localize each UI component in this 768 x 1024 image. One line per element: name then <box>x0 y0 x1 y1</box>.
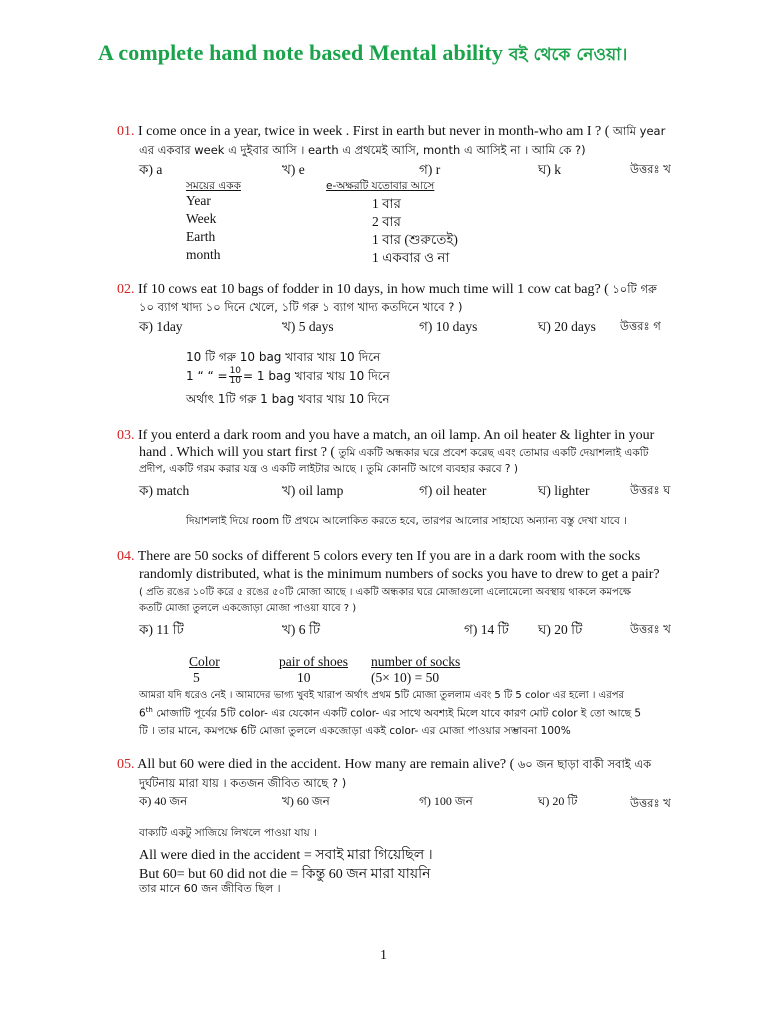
q4-table-color: 5 <box>193 670 200 685</box>
q4-answer: উত্তরঃ খ <box>630 622 671 636</box>
q1-row-count: 1 বার <box>372 196 401 211</box>
question-04-line2: randomly distributed, what is the minimum numbers of socks you have to drew to get a pair? <box>139 567 660 582</box>
q1-table-head-unit: সময়ের একক <box>186 180 241 192</box>
q3-explanation: দিয়াশলাই দিয়ে room টি প্রথমে আলোকিত করতে হবে, তারপর আলোর সাহায্যে অন্যান্য বস্তু দেখা যাবে । <box>186 515 627 527</box>
q1-row-unit: month <box>186 247 221 262</box>
question-04-line3: ( প্রতি রঙের ১০টি করে ৫ রঙের ৫০টি মোজা আছে । একটি অন্ধকার ঘরে মোজাগুলো এলোমেলো অবস্থায় থাকলে কমপক্ষে <box>139 587 631 598</box>
q4-explanation-1: আমরা যদি ধরেও নেই । আমাদের ভাগ্য খুবই খারাপ অর্থাৎ প্রথম 5টি মোজা তুললাম এবং 5 টি 5 color এর হলো । এরপর <box>139 690 624 701</box>
q5-option-d: ঘ) 20 টি <box>538 794 578 808</box>
fraction: $\frac{10}{10}$ <box>229 366 242 386</box>
q4-table-head-pairs: pair of shoes <box>279 654 348 669</box>
q5-explanation-2: All were died in the accident = সবাই মারা গিয়েছিল । <box>139 848 433 863</box>
q3-option-a: ক) match <box>139 483 190 498</box>
q1-row-unit: Week <box>186 211 217 226</box>
q1-answer: উত্তরঃ খ <box>630 162 671 176</box>
q4-table-head-socks: number of socks <box>371 654 461 669</box>
question-number: 02. <box>117 282 135 297</box>
q1-row-unit: Earth <box>186 229 216 244</box>
q3-answer: উত্তরঃ ঘ <box>630 483 671 497</box>
q5-explanation-1: বাক্যটি একটু সাজিয়ে লিখলে পাওয়া যায় । <box>139 827 317 839</box>
q2-answer: উত্তরঃ গ <box>620 319 661 333</box>
q4-explanation-2: 6th মোজাটি পূর্বের 5টি color- এর যেকোন একটি color- এর সাথে অবশ্যই মিলে যাবে কারণ মোট color ই তো আছে 5 <box>139 706 642 720</box>
question-05-line2: দুর্ঘটনায় মারা যায় । কতজন জীবিত আছে ? ) <box>139 776 347 790</box>
q1-row-unit: Year <box>186 193 211 208</box>
q2-option-a: ক) 1day <box>139 319 183 334</box>
question-04-line4: কতটি মোজা তুললে একজোড়া মোজা পাওয়া যাবে ? ) <box>139 603 357 614</box>
question-03-line3: প্রদীপ, একটি গরম করার যন্ত্র ও একটি লাইটার আছে । তুমি কোনটি আগে ব্যবহার করবে ? ) <box>139 463 518 475</box>
q4-explanation-3: টি । তার মানে, কমপক্ষে 6টি মোজা তুললে একজোড়া একই color- এর মোজা পাওয়ার সম্ভাবনা 100% <box>139 725 571 737</box>
q5-answer: উত্তরঃ খ <box>630 796 671 810</box>
q5-option-b: খ) 60 জন <box>282 794 330 808</box>
question-01-line1: 01. I come once in a year, twice in week . First in earth but never in month-who am I ? ( আমি year <box>117 124 666 139</box>
q4-option-b: খ) 6 টি <box>282 622 321 637</box>
q2-option-c: গ) 10 days <box>419 319 478 334</box>
q1-row-count: 1 একবার ও না <box>372 250 450 265</box>
question-03-line2: hand . Which will you start first ? ( তুমি একটি অন্ধকার ঘরে প্রবেশ করেছ এবং তোমার একটি দেয়াশলাই একটি <box>139 445 649 460</box>
q4-table-socks: (5× 10) = 50 <box>371 670 440 685</box>
question-01-line2: এর একবার week এ দুইবার আসি । earth এ প্রথমেই আসি, month এ আসিই না । আমি কে ?) <box>139 143 586 157</box>
q1-option-d: ঘ) k <box>538 162 561 177</box>
q4-option-a: ক) 11 টি <box>139 622 184 637</box>
q2-work-2: 1 “ “ = $\frac{10}{10}$ = 1 bag খাবার খায় 10 দিনে <box>186 366 390 386</box>
q3-option-d: ঘ) lighter <box>538 483 590 498</box>
q2-work-1: 10 টি গরু 10 bag খাবার খায় 10 দিনে <box>186 350 381 364</box>
question-03-line1: 03. If you enterd a dark room and you have a match, an oil lamp. An oil heater & lighter in your <box>117 428 655 443</box>
q2-option-d: ঘ) 20 days <box>538 319 596 334</box>
q1-table-head-count: e-অক্ষরটি যতোবার আসে <box>326 180 435 192</box>
q2-work-3: অর্থাৎ 1টি গরু 1 bag খবার খায় 10 দিনে <box>186 392 390 406</box>
q4-table-pairs: 10 <box>297 670 311 685</box>
q4-table-head-color: Color <box>189 654 220 669</box>
question-02-line2: ১০ ব্যাগ খাদ্য ১০ দিনে খেলে, ১টি গরু ১ ব্যাগ খাদ্য কতদিনে খাবে ? ) <box>139 300 463 314</box>
question-number: 05. <box>117 757 135 772</box>
question-05-line1: 05. All but 60 were died in the accident. How many are remain alive? ( ৬০ জন ছাড়া বাকী সবাই এক <box>117 757 652 772</box>
page-number: 1 <box>380 948 387 963</box>
q4-option-d: ঘ) 20 টি <box>538 622 583 637</box>
q1-option-a: ক) a <box>139 162 163 177</box>
q2-option-b: খ) 5 days <box>282 319 334 334</box>
q1-row-count: 2 বার <box>372 214 401 229</box>
q5-option-c: গ) 100 জন <box>419 794 473 808</box>
q1-row-count: 1 বার (শুরুতেই) <box>372 232 458 247</box>
question-number: 01. <box>117 124 135 139</box>
question-number: 04. <box>117 549 135 564</box>
question-02-line1: 02. If 10 cows eat 10 bags of fodder in 10 days, in how much time will 1 cow cat bag? ( ১০টি গরু <box>117 282 657 297</box>
q5-explanation-3: But 60= but 60 did not die = কিন্তু 60 জন মারা যায়নি <box>139 867 431 882</box>
q3-option-c: গ) oil heater <box>419 483 487 498</box>
question-number: 03. <box>117 428 135 443</box>
q3-option-b: খ) oil lamp <box>282 483 344 498</box>
q4-option-c: গ) 14 টি <box>464 622 509 637</box>
page-title: A complete hand note based Mental ability বই থেকে নেওয়া। <box>98 40 628 65</box>
q5-explanation-4: তার মানে 60 জন জীবিত ছিল । <box>139 882 281 895</box>
q1-option-b: খ) e <box>282 162 305 177</box>
question-04-line1: 04. There are 50 socks of different 5 colors every ten If you are in a dark room with the socks <box>117 549 641 564</box>
q1-option-c: গ) r <box>419 162 441 177</box>
q5-option-a: ক) 40 জন <box>139 794 188 808</box>
